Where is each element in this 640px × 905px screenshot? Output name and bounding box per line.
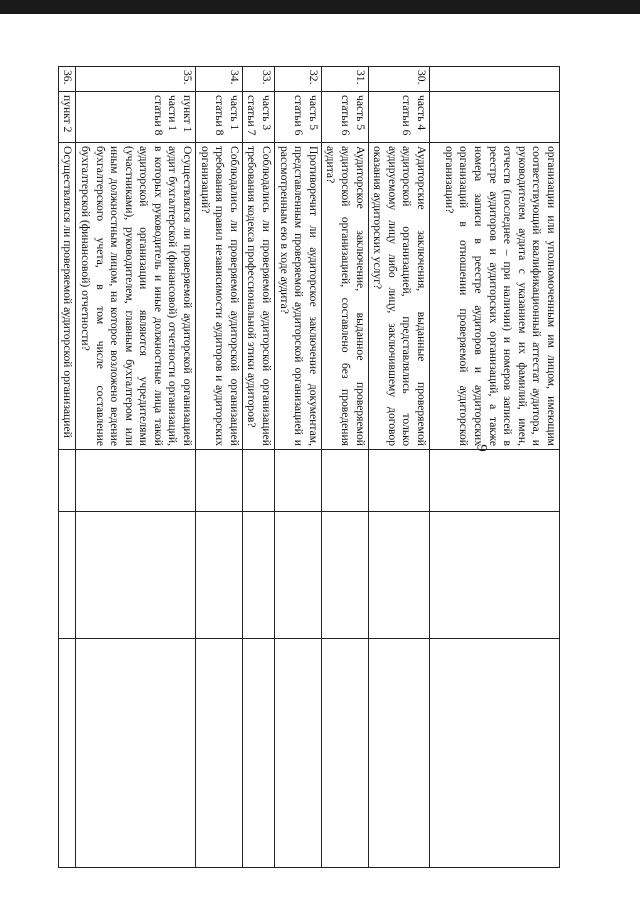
legal-reference: [76, 92, 196, 143]
checklist-question: Осуществлялся ли проверяемой аудиторской организацией аудит бухгалтерской (финансовой) отчетности организаций, в которых руководитель и иные должностные лица такой аудиторской организации являются учредителями (участниками), руководителем, главным бухгалтером или иным должностным лицом, на которое возложено ведение бухгалтерского учета, в том числе составление бухгалтерской (финансовой) отчетности?: [76, 143, 196, 450]
checklist-question: Осуществлялся ли проверяемой аудиторской организацией: [58, 143, 76, 450]
answer-cell: [196, 512, 243, 639]
checklist-question: Соблюдались ли проверяемой аудиторской организацией требования правил независимости аудиторов и аудиторских организаций?: [196, 143, 243, 450]
answer-cell: [275, 450, 322, 512]
checklist-question: Аудиторское заключение, выданное проверяемой аудиторской организацией, составлено без проведения аудита?: [321, 143, 368, 450]
table-row: [275, 67, 322, 868]
legal-reference: [196, 92, 243, 143]
answer-cell: [196, 450, 243, 512]
answer-cell: [368, 639, 429, 868]
answer-cell: [76, 512, 196, 639]
row-number: 32.: [275, 67, 322, 92]
legal-reference-line: часть 5: [306, 95, 320, 131]
legal-reference-line: статьи 6: [292, 95, 306, 136]
checklist-question: организации или уполномоченным им лицом, имеющим соответствующий квалификационный аттестат аудитора, и руководителем аудита с указанием их фамилий, имен, отчеств (последнее – при наличии) и номеров записей в реестре аудиторов и аудиторских организаций, а также номера записи в реестре аудиторов и аудиторских организаций в отношении проверяемой аудиторской организации?: [430, 143, 560, 450]
table-row: [368, 67, 429, 868]
table-row: [430, 67, 560, 868]
legal-reference: [321, 92, 368, 143]
legal-reference-line: части 1: [166, 95, 180, 132]
row-number: 31.: [321, 67, 368, 92]
checklist-question: Противоречит ли аудиторское заключение документам, представленным проверяемой аудиторской организацией и рассмотренным ею в ходе аудита?: [275, 143, 322, 450]
legal-reference-line: часть 3: [260, 95, 274, 131]
legal-reference: [275, 92, 322, 143]
legal-reference: [430, 92, 560, 143]
legal-reference-line: статьи 6: [400, 95, 414, 136]
legal-reference-line: часть 1: [227, 95, 241, 131]
table-row: [58, 67, 76, 868]
checklist-question: Соблюдались ли проверяемой аудиторской организацией требования кодекса профессиональной этики аудиторов?: [242, 143, 274, 450]
legal-reference: [368, 92, 429, 143]
legal-reference-line: статьи 8: [213, 95, 227, 136]
row-number: 35.: [76, 67, 196, 92]
table-row: [242, 67, 274, 868]
answer-cell: [368, 512, 429, 639]
answer-cell: [321, 639, 368, 868]
checklist-table: [58, 66, 560, 868]
legal-reference-line: пункт 2: [61, 95, 75, 133]
answer-cell: [368, 450, 429, 512]
page-number: 9: [473, 444, 490, 452]
row-number: 34.: [196, 67, 243, 92]
row-number: 30.: [368, 67, 429, 92]
table-row: [321, 67, 368, 868]
legal-reference-line: статьи 6: [339, 95, 353, 136]
table-row: [76, 67, 196, 868]
answer-cell: [430, 450, 560, 512]
legal-reference: [58, 92, 76, 143]
answer-cell: [58, 450, 76, 512]
legal-reference: [242, 92, 274, 143]
answer-cell: [430, 512, 560, 639]
row-number: [430, 67, 560, 92]
answer-cell: [76, 450, 196, 512]
answer-cell: [58, 512, 76, 639]
rotated-table-container: [61, 66, 560, 826]
answer-cell: [430, 639, 560, 868]
answer-cell: [321, 512, 368, 639]
answer-cell: [242, 639, 274, 868]
answer-cell: [321, 450, 368, 512]
legal-reference-line: статьи 7: [245, 95, 259, 136]
row-number: 36.: [58, 67, 76, 92]
row-number: 33.: [242, 67, 274, 92]
answer-cell: [76, 639, 196, 868]
answer-cell: [275, 639, 322, 868]
answer-cell: [196, 639, 243, 868]
legal-reference-line: часть 4: [415, 95, 428, 131]
answer-cell: [242, 450, 274, 512]
answer-cell: [275, 512, 322, 639]
legal-reference-line: часть 5: [353, 95, 367, 131]
table-row: [196, 67, 243, 868]
answer-cell: [242, 512, 274, 639]
checklist-question: Аудиторские заключения, выданные проверяемой аудиторской организацией, представлялись только аудируемому лицу либо лицу, заключившему договор оказания аудиторских услуг?: [368, 143, 429, 450]
legal-reference-line: статьи 8: [151, 95, 165, 136]
answer-cell: [58, 639, 76, 868]
legal-reference-line: пункт 1: [181, 95, 195, 133]
scan-top-border: [0, 0, 640, 14]
